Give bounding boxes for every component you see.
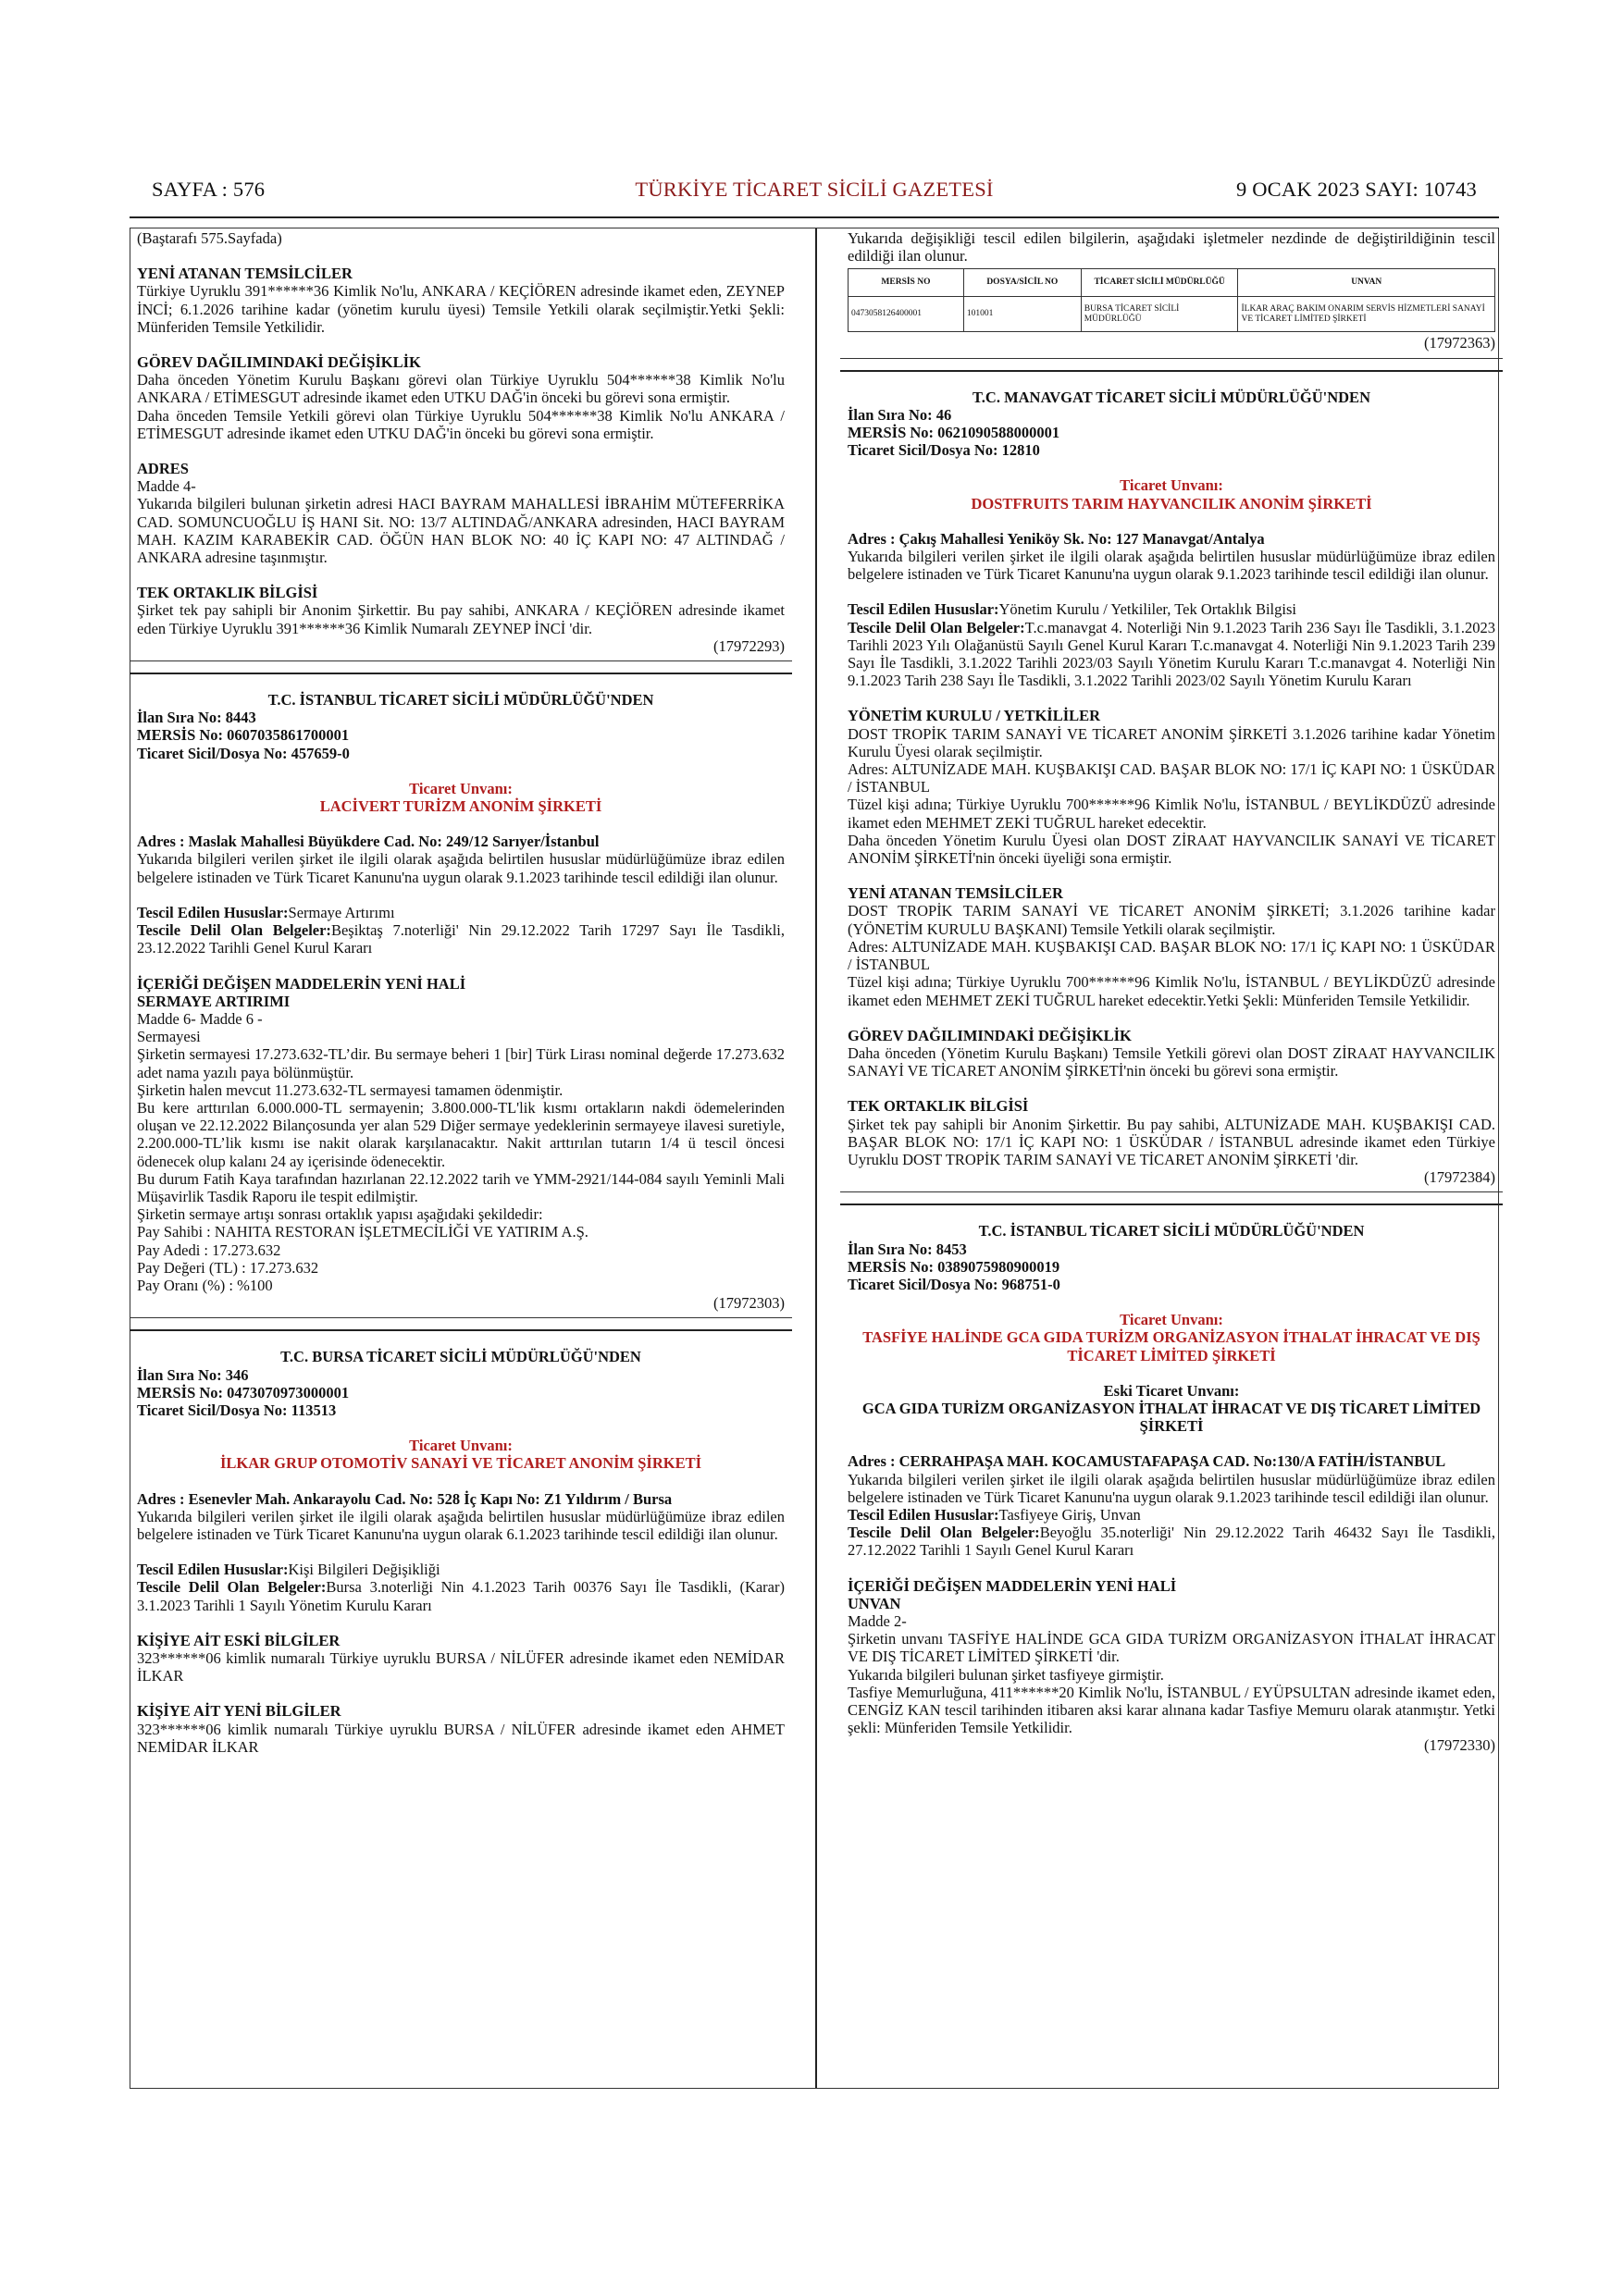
right-column <box>848 229 1495 1755</box>
paragraph: Bu durum Fatih Kaya tarafından hazırlanan 22.12.2022 tarih ve YMM-2921/144-084 sayılı Yeminli Mali Müşavirlik Tasdik Raporu ile tespit edilmiştir. <box>137 1169 785 1205</box>
notice-dostfruits <box>848 389 1495 1187</box>
gazette-title: TÜRKİYE TİCARET SİCİLİ GAZETESİ <box>635 178 994 201</box>
paragraph: Tüzel kişi adına; Türkiye Uyruklu 700******96 Kimlik No'lu, İSTANBUL / BEYLİKDÜZÜ adresinde ikamet eden MEHMET ZEKİ TUĞRUL hareket edecektir.Yetki Şekli: Münferiden Temsile Yetkilidir. <box>848 973 1495 1009</box>
paragraph: DOST TROPİK TARIM SANAYİ VE TİCARET ANONİM ŞİRKETİ; 3.1.2026 tarihine kadar (YÖNETİM KURULU BAŞKANI) Temsile Yetkili olarak seçilmiştir. <box>848 902 1495 938</box>
office-heading: T.C. MANAVGAT TİCARET SİCİLİ MÜDÜRLÜĞÜ'NDEN <box>973 388 1370 406</box>
paragraph: Daha önceden Temsile Yetkili görevi olan Türkiye Uyruklu 504******38 Kimlik No'lu ANKARA / ETİMESGUT adresinde ikamet eden UTKU DAĞ'in önceki bu görevi sona ermiştir. <box>137 406 785 442</box>
paragraph: DOST TROPİK TARIM SANAYİ VE TİCARET ANONİM ŞİRKETİ 3.1.2026 tarihine kadar Yönetim Kurulu Üyesi olarak seçilmiştir. <box>848 724 1495 760</box>
section-heading: YENİ ATANAN TEMSİLCİLER <box>848 884 1063 903</box>
section-heading: YENİ ATANAN TEMSİLCİLER <box>137 265 353 283</box>
company-title: İLKAR GRUP OTOMOTİV SANAYİ VE TİCARET ANONİM ŞİRKETİ <box>219 1454 702 1473</box>
office-heading: T.C. BURSA TİCARET SİCİLİ MÜDÜRLÜĞÜ'NDEN <box>280 1348 641 1366</box>
notice-separator <box>130 660 792 674</box>
paragraph: Şirketin sermayesi 17.273.632-TL’dir. Bu sermaye beheri 1 [bir] Türk Lirası nominal değerde 17.273.632 adet nama yazılı paya bölünmüştür. <box>137 1045 785 1081</box>
dosya-no: Ticaret Sicil/Dosya No: 12810 <box>848 441 1040 460</box>
paragraph: Yukarıda bilgileri verilen şirket ile ilgili olarak aşağıda belirtilen hususlar müdürlüğümüze ibraz edilen belgelere istinaden ve Türk Ticaret Kanunu'na uygun olarak 9.1.2023 tarihinde tescil edildiği ilan olunur. <box>848 1470 1495 1506</box>
dosya-no: Ticaret Sicil/Dosya No: 113513 <box>137 1401 337 1419</box>
dosya-no: Ticaret Sicil/Dosya No: 457659-0 <box>137 744 350 762</box>
paragraph: Bu kere arttırılan 6.000.000-TL sermayenin; 3.800.000-TL'lik kısmı ortakların nakdi ödemelerinden oluşan ve 22.12.2022 Bilançosunda yer alan 529 Diğer sermaye yedeklerinin sermayeye ilavesi suretiyle, 2.200.000-TL’lik kısmı ise nakit olarak karşılanacaktır. Nakit arttırılan tutarın 1/4 ü tescil öncesi ödenecek olup kalanı 24 ay içerisinde ödenecektir. <box>137 1098 785 1170</box>
paragraph: Şirketin unvanı TASFİYE HALİNDE GCA GIDA TURİZM ORGANİZASYON İTHALAT İHRACAT VE DIŞ TİCARET LİMİTED ŞİRKETİ 'dir. <box>848 1630 1495 1666</box>
address: Adres : Maslak Mahallesi Büyükdere Cad. No: 249/12 Sarıyer/İstanbul <box>137 833 600 851</box>
tescil-line: Tescil Edilen Hususlar:Tasfiyeye Giriş, Unvan <box>848 1505 1141 1524</box>
belge-line: Tescile Delil Olan Belgeler:T.c.manavgat 4. Noterliği Nin 9.1.2023 Tarih 236 Sayı İle Tasdikli, 3.1.2023 Tarihli 2023 Yılı Olağanüstü Sayılı Genel Kurul Kararı T.c.manavgat 4. Noterliği Nin 9.1.2023 Tarih 239 Sayı İle Tasdikli, 3.1.2022 Tarihli 2023/03 Sayılı Yönetim Kurulu Kararı T.c.manavgat 4. Noterliği Nin 9.1.2023 Tarih 238 Sayı İle Tasdikli, 3.1.2022 Tarihli 2023/02 Sayılı Yönetim Kurulu Kararı <box>848 618 1496 690</box>
paragraph: Pay Oranı (%) : %100 <box>137 1276 273 1294</box>
left-column <box>137 229 785 1756</box>
paragraph: Yukarıda değişikliği tescil edilen bilgilerin, aşağıdaki işletmeler nezdinde de değiştirildiğinin tescil edildiği ilan olunur. <box>848 229 1495 265</box>
paragraph: Yukarıda bilgileri verilen şirket ile ilgili olarak aşağıda belirtilen hususlar müdürlüğümüze ibraz edilen belgelere istinaden ve Türk Ticaret Kanunu'na uygun olarak 9.1.2023 tarihinde tescil edildiği ilan olunur. <box>137 850 785 886</box>
unvan-label: Ticaret Unvanı: <box>409 779 513 797</box>
mersis-no: MERSİS No: 0607035861700001 <box>137 726 350 745</box>
section-heading: KİŞİYE AİT YENİ BİLGİLER <box>137 1702 341 1721</box>
table-cell: BURSA TİCARET SİCİLİ MÜDÜRLÜĞÜ <box>1081 297 1238 332</box>
ilan-no: İlan Sıra No: 346 <box>137 1365 249 1384</box>
notice-ref: (17972303) <box>713 1294 785 1313</box>
dosya-no: Ticaret Sicil/Dosya No: 968751-0 <box>848 1275 1060 1293</box>
notice-ilkar-continued <box>848 229 1495 352</box>
unvan-label: Ticaret Unvanı: <box>1120 476 1223 495</box>
paragraph: Tasfiye Memurluğuna, 411******20 Kimlik No'lu, İSTANBUL / EYÜPSULTAN adresinde ikamet eden, CENGİZ KAN tescil tarihinden itibaren aksi karar alınana kadar Tasfiye Memuru olarak atanmıştır. Yetki şekli: Münferiden Temsile Yetkilidir. <box>848 1683 1495 1737</box>
paragraph: Pay Sahibi : NAHITA RESTORAN İŞLETMECİLİĞİ VE YATIRIM A.Ş. <box>137 1223 588 1241</box>
mersis-no: MERSİS No: 0389075980900019 <box>848 1257 1060 1276</box>
belge-line: Tescile Delil Olan Belgeler:Beyoğlu 35.noterliği' Nin 29.12.2022 Tarih 46432 Sayı İle Tasdikli, 27.12.2022 Tarihli 1 Sayılı Genel Kurul Kararı <box>848 1524 1495 1560</box>
section-heading: TEK ORTAKLIK BİLGİSİ <box>848 1097 1029 1116</box>
table-header: MERSİS NO <box>849 269 964 297</box>
notice-separator <box>840 358 1503 372</box>
section-heading: GÖREV DAĞILIMINDAKİ DEĞİŞİKLİK <box>848 1026 1132 1044</box>
company-title: TASFİYE HALİNDE GCA GIDA TURİZM ORGANİZASYON İTHALAT İHRACAT VE DIŞ TİCARET LİMİTED ŞİRKETİ <box>862 1328 1481 1364</box>
section-heading: KİŞİYE AİT ESKİ BİLGİLER <box>137 1631 341 1649</box>
page-header <box>130 178 1499 218</box>
table-header: UNVAN <box>1238 269 1495 297</box>
table-header: TİCARET SİCİLİ MÜDÜRLÜĞÜ <box>1081 269 1238 297</box>
table-cell: İLKAR ARAÇ BAKIM ONARIM SERVİS HİZMETLERİ SANAYİ VE TİCARET LİMİTED ŞİRKETİ <box>1238 297 1495 332</box>
notice-lacivert <box>137 691 785 1312</box>
belge-line: Tescile Delil Olan Belgeler:Bursa 3.noterliği Nin 4.1.2023 Tarih 00376 Sayı İle Tasdikli, (Karar) 3.1.2023 Tarihli 1 Sayılı Yönetim Kurulu Kararı <box>137 1578 785 1614</box>
paragraph: Yukarıda bilgileri verilen şirket ile ilgili olarak aşağıda belirtilen hususlar müdürlüğümüze ibraz edilen belgelere istinaden ve Türk Ticaret Kanunu'na uygun olarak 6.1.2023 tarihinde tescil edildiği ilan olunur. <box>137 1507 785 1543</box>
address: Adres : Esenevler Mah. Ankarayolu Cad. No: 528 İç Kapı No: Z1 Yıldırım / Bursa <box>137 1489 673 1508</box>
tescil-line: Tescil Edilen Hususlar:Yönetim Kurulu / Yetkililer, Tek Ortaklık Bilgisi <box>848 600 1296 619</box>
ilan-no: İlan Sıra No: 8443 <box>137 709 256 727</box>
notice-ilkar <box>137 1348 785 1756</box>
continued-note: (Baştarafı 575.Sayfada) <box>137 229 282 247</box>
office-heading: T.C. İSTANBUL TİCARET SİCİLİ MÜDÜRLÜĞÜ'NDEN <box>978 1222 1365 1241</box>
ilan-no: İlan Sıra No: 8453 <box>848 1240 967 1258</box>
column-divider <box>815 228 817 2088</box>
paragraph: Daha önceden (Yönetim Kurulu Başkanı) Temsile Yetkili görevi olan DOST ZİRAAT HAYVANCILIK SANAYİ VE TİCARET ANONİM ŞİRKETİ'nin önceki bu görevi sona ermiştir. <box>848 1043 1495 1080</box>
table-header: DOSYA/SİCİL NO <box>963 269 1081 297</box>
issue-date: 9 OCAK 2023 SAYI: 10743 <box>1235 178 1477 201</box>
section-heading: TEK ORTAKLIK BİLGİSİ <box>137 584 318 602</box>
notice-continued <box>137 265 785 655</box>
paragraph: Daha önceden Yönetim Kurulu Üyesi olan DOST ZİRAAT HAYVANCILIK SANAYİ VE TİCARET ANONİM ŞİRKETİ'nin önceki üyeliği sona ermiştir. <box>848 831 1495 868</box>
section-heading: YÖNETİM KURULU / YETKİLİLER <box>848 707 1101 725</box>
table-header-row <box>849 269 1495 297</box>
notice-gca <box>848 1222 1495 1754</box>
address: Adres : Çakış Mahallesi Yeniköy Sk. No: 127 Manavgat/Antalya <box>848 529 1265 548</box>
section-heading: İÇERİĞİ DEĞİŞEN MADDELERİN YENİ HALİ <box>137 974 466 993</box>
address: Adres : CERRAHPAŞA MAH. KOCAMUSTAFAPAŞA CAD. No:130/A FATİH/İSTANBUL <box>848 1452 1446 1471</box>
table-cell: 101001 <box>963 297 1081 332</box>
notice-separator <box>130 1317 792 1331</box>
notice-separator <box>840 1191 1503 1205</box>
paragraph: Tüzel kişi adına; Türkiye Uyruklu 700******96 Kimlik No'lu, İSTANBUL / BEYLİKDÜZÜ adresinde ikamet eden MEHMET ZEKİ TUĞRUL hareket edecektir. <box>848 796 1495 832</box>
belge-line: Tescile Delil Olan Belgeler:Beşiktaş 7.noterliği' Nin 29.12.2022 Tarih 17297 Sayı İle Tasdikli, 23.12.2022 Tarihli Genel Kurul Kararı <box>137 921 785 957</box>
tescil-line: Tescil Edilen Hususlar:Kişi Bilgileri Değişikliği <box>137 1561 440 1579</box>
mersis-no: MERSİS No: 0473070973000001 <box>137 1383 350 1401</box>
office-heading: T.C. İSTANBUL TİCARET SİCİLİ MÜDÜRLÜĞÜ'NDEN <box>267 691 654 710</box>
paragraph: Yukarıda bilgileri verilen şirket ile ilgili olarak aşağıda belirtilen hususlar müdürlüğümüze ibraz edilen belgelere istinaden ve Türk Ticaret Kanunu'na uygun olarak 9.1.2023 tarihinde tescil edildiği ilan olunur. <box>848 548 1495 584</box>
paragraph: Şirketin halen mevcut 11.273.632-TL sermayesi tamamen ödenmiştir. <box>137 1080 564 1099</box>
paragraph: Yukarıda bilgileri bulunan şirketin adresi HACI BAYRAM MAHALLESİ İBRAHİM MÜTEFERRİKA CAD. SOMUNCUOĞLU İŞ HANI Sit. NO: 13/7 ALTINDAĞ/ANKARA adresinden, HACI BAYRAM MAH. KAZIM KARABEKİR CAD. ÖĞÜN HAN BLOK NO: 40 İÇ KAPI NO: 47 ALTINDAĞ / ANKARA adresine taşınmıştır. <box>137 495 785 567</box>
notice-ref: (17972330) <box>1424 1736 1495 1755</box>
mersis-no: MERSİS No: 0621090588000001 <box>848 424 1060 442</box>
notice-ref: (17972293) <box>713 636 785 655</box>
notice-ref: (17972384) <box>1424 1168 1495 1187</box>
paragraph: Pay Değeri (TL) : 17.273.632 <box>137 1258 319 1277</box>
paragraph: Adres: ALTUNİZADE MAH. KUŞBAKIŞI CAD. BAŞAR BLOK NO: 17/1 İÇ KAPI NO: 1 ÜSKÜDAR / İSTANBUL <box>848 937 1495 974</box>
paragraph: Daha önceden Yönetim Kurulu Başkanı görevi olan Türkiye Uyruklu 504******38 Kimlik No'lu ANKARA / ETİMESGUT adresinde ikamet eden UTKU DAĞ'in önceki bu görevi sona ermiştir. <box>137 371 785 407</box>
paragraph: Madde 6- Madde 6 - <box>137 1009 263 1028</box>
paragraph: Şirket tek pay sahipli bir Anonim Şirkettir. Bu pay sahibi, ANKARA / KEÇİÖREN adresinde ikamet eden Türkiye Uyruklu 391******36 Kimlik Numaralı ZEYNEP İNCİ 'dir. <box>137 601 785 637</box>
page-number: SAYFA : 576 <box>152 178 266 201</box>
paragraph: Madde 2- <box>848 1611 907 1630</box>
section-heading: İÇERİĞİ DEĞİŞEN MADDELERİN YENİ HALİ <box>848 1576 1177 1595</box>
company-title: DOSTFRUITS TARIM HAYVANCILIK ANONİM ŞİRKETİ <box>971 494 1372 512</box>
paragraph: Şirket tek pay sahipli bir Anonim Şirkettir. Bu pay sahibi, ALTUNİZADE MAH. KUŞBAKIŞI CAD. BAŞAR BLOK NO: 17/1 İÇ KAPI NO: 1 ÜSKÜDAR / İSTANBUL adresinde ikamet eden Türkiye Uyruklu DOST TROPİK TARIM SANAYİ VE TİCARET ANONİM ŞİRKETİ 'dir. <box>848 1115 1495 1168</box>
old-company-title: GCA GIDA TURİZM ORGANİZASYON İTHALAT İHRACAT VE DIŞ TİCARET LİMİTED ŞİRKETİ <box>861 1399 1481 1436</box>
old-unvan-label: Eski Ticaret Unvanı: <box>1103 1381 1240 1400</box>
notice-ref: (17972363) <box>1424 334 1495 352</box>
paragraph: Türkiye Uyruklu 391******36 Kimlik No'lu, ANKARA / KEÇİÖREN adresinde ikamet eden, ZEYNEP İNCİ; 6.1.2026 tarihine kadar (yönetim kurulu üyesi) Temsile Yetkili olarak seçilmiştir.Yetki Şekli: Münferiden Temsile Yetkilidir. <box>137 282 785 336</box>
unvan-label: Ticaret Unvanı: <box>409 1437 513 1455</box>
company-title: LACİVERT TURİZM ANONİM ŞİRKETİ <box>319 797 602 816</box>
paragraph: Madde 4- <box>137 477 196 496</box>
table-cell: 0473058126400001 <box>849 297 964 332</box>
paragraph: Yukarıda bilgileri bulunan şirket tasfiyeye girmiştir. <box>848 1665 1164 1684</box>
section-heading: ADRES <box>137 460 189 478</box>
paragraph: Sermayesi <box>137 1028 201 1046</box>
section-heading: GÖREV DAĞILIMINDAKİ DEĞİŞİKLİK <box>137 353 421 372</box>
unvan-label: Ticaret Unvanı: <box>1120 1311 1223 1329</box>
paragraph: 323******06 kimlik numaralı Türkiye uyruklu BURSA / NİLÜFER adresinde ikamet eden NEMİDAR İLKAR <box>137 1649 785 1685</box>
section-heading: SERMAYE ARTIRIMI <box>137 992 291 1010</box>
tescil-line: Tescil Edilen Hususlar:Sermaye Artırımı <box>137 903 395 921</box>
section-heading: UNVAN <box>848 1594 901 1612</box>
paragraph: Adres: ALTUNİZADE MAH. KUŞBAKIŞI CAD. BAŞAR BLOK NO: 17/1 İÇ KAPI NO: 1 ÜSKÜDAR / İSTANBUL <box>848 760 1495 796</box>
paragraph: Pay Adedi : 17.273.632 <box>137 1241 281 1259</box>
paragraph: Şirketin sermaye artışı sonrası ortaklık yapısı aşağıdaki şekildedir: <box>137 1205 543 1224</box>
ilan-no: İlan Sıra No: 46 <box>848 405 952 424</box>
paragraph: 323******06 kimlik numaralı Türkiye uyruklu BURSA / NİLÜFER adresinde ikamet eden AHMET NEMİDAR İLKAR <box>137 1720 785 1756</box>
company-table <box>848 268 1495 332</box>
table-row <box>849 297 1495 332</box>
